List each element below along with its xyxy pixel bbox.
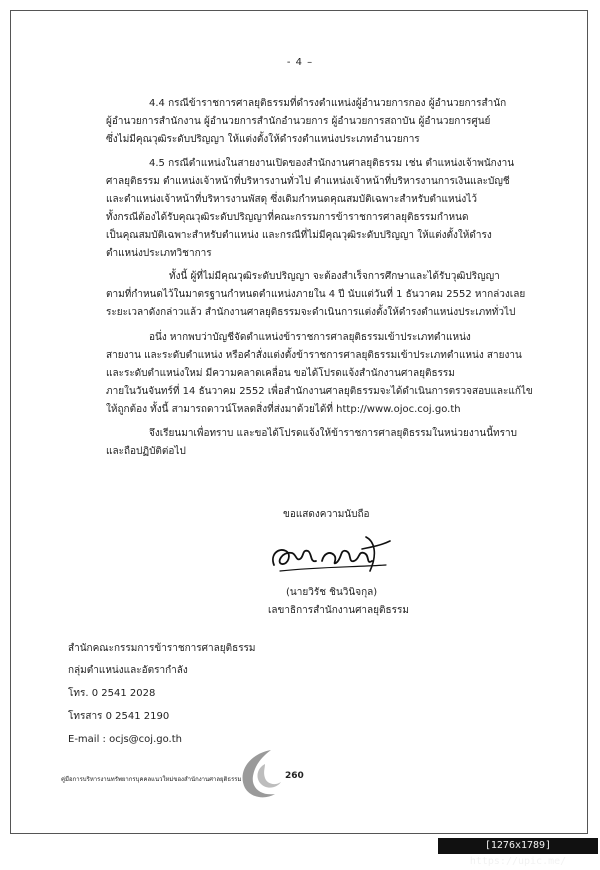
office-email: E-mail : ocjs@coj.go.th (68, 734, 182, 745)
para-aneung-line-4: ภายในวันจันทร์ที่ 14 ธันวาคม 2552 เพื่อสำนักงานศาลยุติธรรมจะได้ดำเนินการตรวจสอบและแก้ไข (106, 386, 533, 397)
document-page (10, 10, 588, 834)
para-4-5-line-1: 4.5 กรณีตำแหน่งในสายงานเปิดของสำนักงานศาลยุติธรรม เช่น ตำแหน่งเจ้าพนักงาน (149, 158, 515, 169)
para-aneung-line-1: อนึ่ง หากพบว่าบัญชีจัดตำแหน่งข้าราชการศาลยุติธรรมเข้าประเภทตำแหน่ง (149, 332, 471, 343)
para-4-5-line-6: ตำแหน่งประเภทวิชาการ (106, 248, 212, 259)
footer-page-number: 260 (285, 771, 304, 781)
closing-line-1: จึงเรียนมาเพื่อทราบ และขอได้โปรดแจ้งให้ข้าราชการศาลยุติธรรมในหน่วยงานนี้ทราบ (149, 428, 517, 439)
para-aneung-line-2: สายงาน และระดับตำแหน่ง หรือคำสั่งแต่งตั้งข้าราชการศาลยุติธรรมเข้าประเภทตำแหน่ง สายงาน (106, 350, 522, 361)
para-4-5-line-4: ทั้งกรณีต้องได้รับคุณวุฒิระดับปริญญาที่คณะกรรมการข้าราชการศาลยุติธรรมกำหนด (106, 212, 469, 223)
footer-swirl-logo (231, 744, 287, 804)
page-number: - 4 – (286, 57, 314, 68)
signer-name: (นายวิรัช ชินวินิจกุล) (286, 587, 378, 598)
para-aneung-line-5: ให้ถูกต้อง ทั้งนี้ สามารถดาวน์โหลดสิ่งที่ส่งมาด้วยได้ที่ http://www.ojoc.coj.go.th (106, 404, 461, 415)
para-aneung-line-3: และระดับตำแหน่งใหม่ มีความคลาดเคลื่อน ขอได้โปรดแจ้งสำนักงานศาลยุติธรรม (106, 368, 455, 379)
closing-line-2: และถือปฏิบัติต่อไป (106, 446, 186, 457)
para-4-4-line-2: ผู้อำนวยการสำนักงาน ผู้อำนวยการสำนักอำนวยการ ผู้อำนวยการสถาบัน ผู้อำนวยการศูนย์ (106, 116, 491, 127)
para-tang-ni-line-1: ทั้งนี้ ผู้ที่ไม่มีคุณวุฒิระดับปริญญา จะต้องสำเร็จการศึกษาและได้รับวุฒิปริญญา (169, 271, 500, 282)
para-tang-ni-line-2: ตามที่กำหนดไว้ในมาตรฐานกำหนดตำแหน่งภายใน 4 ปี นับแต่วันที่ 1 ธันวาคม 2552 หากล่วงเลย (106, 289, 526, 300)
image-size-watermark: [1276x1789] https://upic.me/ (438, 838, 598, 854)
signer-title: เลขาธิการสำนักงานศาลยุติธรรม (268, 605, 409, 616)
para-4-4-line-1: 4.4 กรณีข้าราชการศาลยุติธรรมที่ดำรงตำแหน่งผู้อำนวยการกอง ผู้อำนวยการสำนัก (149, 98, 507, 109)
regards-text: ขอแสดงความนับถือ (283, 509, 370, 520)
office-name: สำนักคณะกรรมการข้าราชการศาลยุติธรรม (68, 643, 256, 654)
office-fax: โทรสาร 0 2541 2190 (68, 711, 170, 722)
para-4-5-line-2: ศาลยุติธรรม ตำแหน่งเจ้าหน้าที่บริหารงานทั่วไป ตำแหน่งเจ้าหน้าที่บริหารงานการเงินและบัญชี (106, 176, 510, 187)
signature-image (266, 531, 396, 579)
para-4-5-line-3: และตำแหน่งเจ้าหน้าที่บริหารงานพัสดุ ซึ่งเดิมกำหนดคุณสมบัติเฉพาะสำหรับตำแหน่งไว้ (106, 194, 477, 205)
para-4-5-line-5: เป็นคุณสมบัติเฉพาะสำหรับตำแหน่ง และกรณีที่ไม่มีคุณวุฒิระดับปริญญา ให้แต่งตั้งให้ดำรง (106, 230, 492, 241)
para-4-4-line-3: ซึ่งไม่มีคุณวุฒิระดับปริญญา ให้แต่งตั้งให้ดำรงตำแหน่งประเภทอำนวยการ (106, 134, 420, 145)
office-phone: โทร. 0 2541 2028 (68, 688, 156, 699)
office-group: กลุ่มตำแหน่งและอัตรากำลัง (68, 665, 188, 676)
footer-caption: คู่มือการบริหารงานทรัพยากรบุคคลแนวใหม่ของสำนักงานศาลยุติธรรม (61, 776, 242, 783)
para-tang-ni-line-3: ระยะเวลาดังกล่าวแล้ว สำนักงานศาลยุติธรรมจะดำเนินการแต่งตั้งให้ดำรงตำแหน่งประเภททั่วไป (106, 307, 516, 318)
